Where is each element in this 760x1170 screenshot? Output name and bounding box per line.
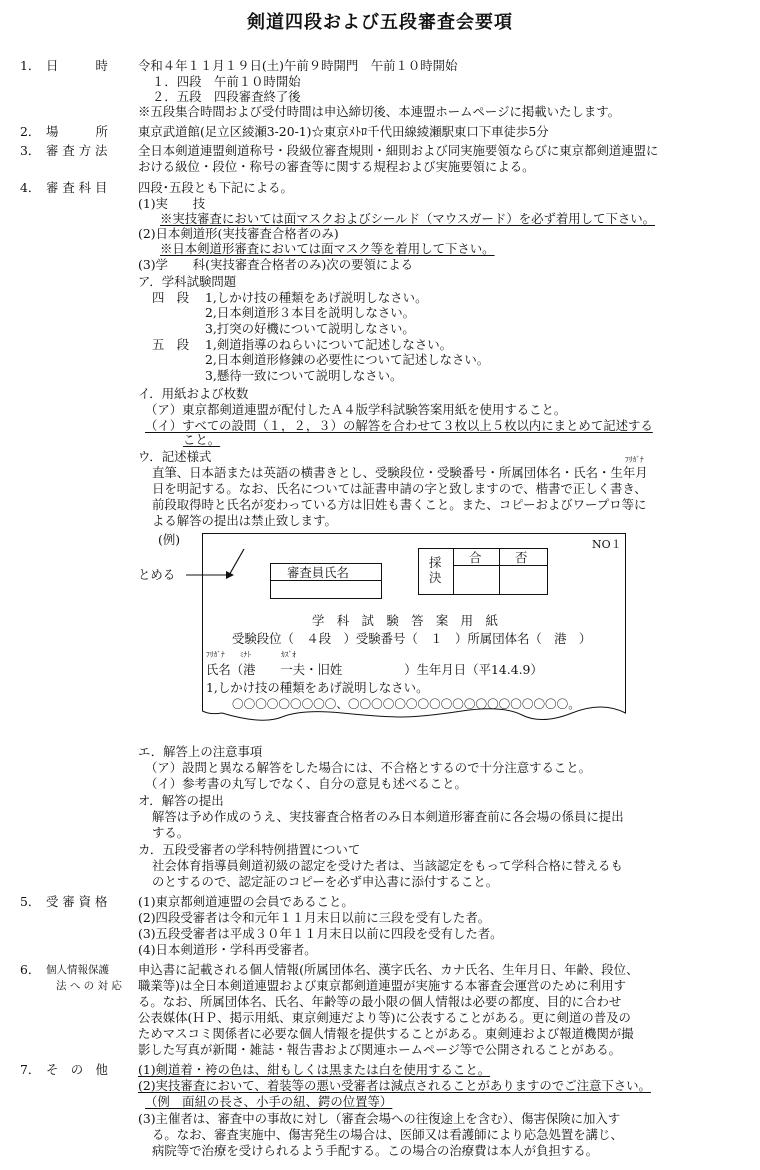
sheet-name-line: 氏名（港 一夫・旧姓 ）生年月日（平14.4.9） bbox=[206, 662, 543, 677]
text-line: （ア）設問と異なる解答をした場合には、不合格とするので十分注意すること。 bbox=[145, 760, 592, 775]
sheet-info: 受験段位（ ４段 ）受験番号（ １ ）所属団体名（ 港 ） bbox=[232, 631, 592, 646]
section-number: 6． bbox=[20, 962, 41, 977]
section-label: 日 時 bbox=[46, 58, 108, 73]
section-label: 場 所 bbox=[46, 124, 108, 139]
sheet-number: NO１ bbox=[592, 538, 622, 551]
text-line: カ．五段受審者の学科特例措置について bbox=[138, 842, 361, 857]
text-line: ※日本剣道形審査においては面マスク等を着用して下さい。 bbox=[160, 241, 495, 256]
text-line: 東京武道館(足立区綾瀬3-20-1)☆東京ﾒﾄﾛ千代田線綾瀬駅東口下車徒歩5分 bbox=[138, 124, 549, 139]
tomeru-label: とめる bbox=[138, 567, 176, 582]
text-line: 3,懸待一致について説明しなさい。 bbox=[205, 368, 403, 383]
text-line: （イ）参考書の丸写しでなく、自分の意見も述べること。 bbox=[145, 776, 467, 791]
text-line: 社会体育指導員剣道初級の認定を受けた者は、当該認定をもって学科合格に替えるも bbox=[152, 858, 623, 873]
example-label: (例) bbox=[158, 532, 181, 547]
section-label: 受 審 資 格 bbox=[46, 894, 108, 909]
text-line: 令和４年１１月１９日(土)午前９時開門 午前１０時開始 bbox=[138, 58, 458, 73]
text-line: 職業等)は全日本剣道連盟および東京都剣道連盟が実施する本審査会運営のために利用す bbox=[138, 978, 627, 993]
text-line: 病院等で治療を受けられるよう手配する。この場合の治療費は本人が負担する。 bbox=[152, 1143, 599, 1158]
text-line: おける級位・段位・称号の審査等に関する規程および実施要領による。 bbox=[138, 159, 535, 174]
pass-label: 合 bbox=[469, 550, 482, 565]
sheet-title: 学 科 試 験 答 案 用 紙 bbox=[312, 613, 498, 628]
text-line: 日を明記する。なお、氏名については証書申請の字と致しますので、楷書で正しく書き、 bbox=[152, 481, 647, 496]
text-line: ※実技審査においては面マスクおよびシールド（マウスガード）を必ず着用して下さい。 bbox=[160, 211, 656, 226]
text-line: こと。 bbox=[183, 432, 221, 447]
sheet-furigana: ﾌﾘｶﾞﾅ ﾐﾅﾄ ｶｽﾞｵ bbox=[206, 650, 296, 659]
section-label: 審 査 科 目 bbox=[46, 180, 108, 195]
text-line: ア．学科試験問題 bbox=[138, 274, 237, 289]
text-line: よる解答の提出は禁止致します。 bbox=[152, 513, 337, 528]
text-line: イ．用紙および枚数 bbox=[138, 386, 249, 401]
text-line: （イ）すべての設問（１，２，３）の解答を合わせて３枚以上５枚以内にまとめて記述する bbox=[145, 418, 653, 433]
section-number: 5． bbox=[20, 894, 41, 909]
text-line: ためマスコミ関係者に必要な個人情報を提供することがある。東剣連および報道機関が撮 bbox=[138, 1026, 634, 1041]
fail-label: 否 bbox=[515, 550, 528, 565]
text-line: 影した写真が新聞・雑誌・報告書および関連ホームページ等で公開されることがある。 bbox=[138, 1042, 621, 1057]
text-line: 2,日本剣道形３本目を説明しなさい。 bbox=[205, 305, 416, 320]
text-line: 2,日本剣道形修錬の必要性について記述しなさい。 bbox=[205, 352, 490, 367]
section-label: 審 査 方 法 bbox=[46, 143, 108, 158]
examiner-name-box bbox=[270, 563, 382, 599]
sheet-answer: 〇〇〇〇〇〇〇〇〇、〇〇〇〇〇〇〇〇〇〇〇〇〇〇〇〇〇〇〇。 bbox=[232, 697, 580, 711]
section-label-2: 法 へ の 対 応 bbox=[56, 980, 122, 992]
text-line: オ．解答の提出 bbox=[138, 793, 224, 808]
text-line: ２．五段 四段審査終了後 bbox=[152, 89, 301, 104]
text-line: (4)日本剣道形・学科再受審者。 bbox=[138, 942, 317, 957]
furigana-label: ﾌﾘｶﾞﾅ bbox=[625, 455, 644, 464]
text-line: (1)東京都剣道連盟の会員であること。 bbox=[138, 894, 354, 909]
section-number: 2． bbox=[20, 124, 41, 139]
verdict-label: 採決 bbox=[429, 555, 442, 585]
section-label: 個人情報保護 bbox=[46, 964, 109, 976]
text-line: 前段取得時と氏名が変わっている方は旧姓も書くこと。また、コピーおよびワープロ等に bbox=[152, 497, 647, 512]
text-line: (1)実 技 bbox=[138, 196, 206, 211]
text-line: (3)主催者は、審査中の事故に対し（審査会場への往復途上を含む）、傷害保険に加入す bbox=[138, 1111, 621, 1126]
sheet-question: 1,しかけ技の種類をあげ説明しなさい。 bbox=[206, 680, 429, 695]
text-line: エ．解答上の注意事項 bbox=[138, 744, 263, 759]
text-line: （例 面紐の長さ、小手の紐、鍔の位置等） bbox=[145, 1094, 393, 1109]
text-line: (2)四段受審者は令和元年１１月末日以前に三段を受有した者。 bbox=[138, 910, 491, 925]
page-title: 剣道四段および五段審査会要項 bbox=[247, 12, 513, 33]
text-line: (2)実技審査において、着装等の悪い受審者は減点されることがありますのでご注意下さい。 bbox=[138, 1078, 651, 1093]
section-number: 3． bbox=[20, 143, 41, 158]
text-line: 四 段 bbox=[152, 290, 190, 305]
text-line: 公表媒体(ＨＰ、掲示用紙、東京剣連だより等)に公表することがある。更に剣道の普及の bbox=[138, 1010, 631, 1025]
text-line: １．四段 午前１０時開始 bbox=[152, 74, 301, 89]
text-line: ウ．記述様式 bbox=[138, 449, 212, 464]
text-line: 1,剣道指導のねらいについて記述しなさい。 bbox=[205, 337, 452, 352]
section-number: 1． bbox=[20, 58, 41, 73]
section-number: 4． bbox=[20, 180, 41, 195]
text-line: 全日本剣道連盟剣道称号・段級位審査規則・細則および同実施要領ならびに東京都剣道連盟に bbox=[138, 143, 659, 158]
text-line: ※五段集合時間および受付時間は申込締切後、本連盟ホームページに掲載いたします。 bbox=[138, 104, 620, 119]
verdict-box bbox=[418, 548, 548, 595]
text-line: 3,打突の好機について説明しなさい。 bbox=[205, 321, 415, 336]
text-line: (2)日本剣道形(実技審査合格者のみ) bbox=[138, 226, 339, 241]
text-line: する。 bbox=[152, 825, 190, 840]
text-line: 1,しかけ技の種類をあげ説明しなさい。 bbox=[205, 290, 428, 305]
text-line: 五 段 bbox=[152, 337, 190, 352]
text-line: （ア）東京都剣道連盟が配付したＡ４版学科試験答案用紙を使用すること。 bbox=[145, 402, 567, 417]
text-line: (3)五段受審者は平成３０年１１月末日以前に四段を受有した者。 bbox=[138, 926, 503, 941]
section-number: 7． bbox=[20, 1062, 41, 1077]
section-label: そ の 他 bbox=[46, 1062, 108, 1077]
text-line: 四段･五段とも下記による。 bbox=[138, 180, 293, 195]
text-line: (1)剣道着・袴の色は、紺もしくは黒または白を使用すること。 bbox=[138, 1062, 491, 1077]
text-line: (3)学 科(実技審査合格者のみ)次の要領による bbox=[138, 257, 414, 272]
examiner-name-label: 審査員氏名 bbox=[287, 565, 349, 580]
text-line: 直筆、日本語または英語の横書きとし、受験段位・受験番号・所属団体名・氏名・生年月 bbox=[152, 465, 648, 480]
text-line: 申込書に記載される個人情報(所属団体名、漢字氏名、カナ氏名、生年月日、年齢、段位、 bbox=[138, 962, 639, 977]
text-line: のとするので、認定証のコピーを必ず申込書に添付すること。 bbox=[152, 874, 499, 889]
text-line: る。なお、審査実施中、傷害発生の場合は、医師又は看護師により応急処置を講じ、 bbox=[152, 1127, 623, 1142]
text-line: る。なお、所属団体名、氏名、年齢等の最小限の個人情報は必要の都度、目的に合わせ bbox=[138, 994, 622, 1009]
text-line: 解答は予め作成のうえ、実技審査合格者のみ日本剣道形審査前に各会場の係員に提出 bbox=[152, 809, 624, 824]
